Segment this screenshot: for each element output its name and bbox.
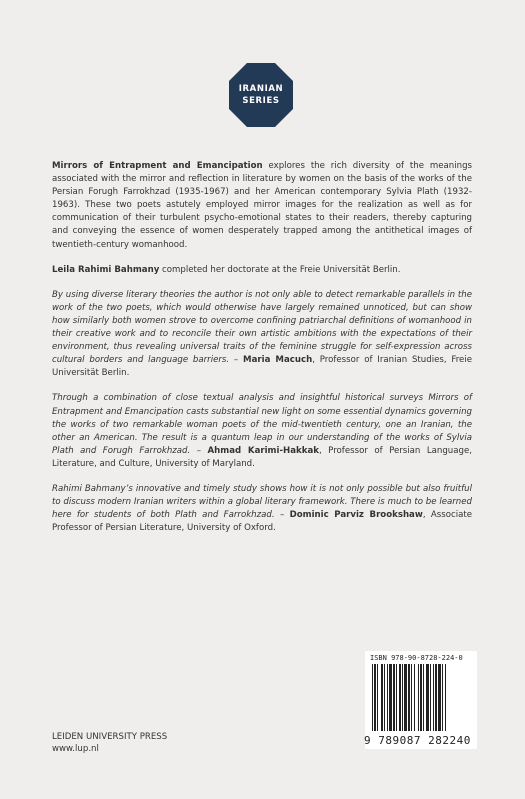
barcode-stripe bbox=[435, 664, 437, 731]
badge-line-1: IRANIAN bbox=[238, 84, 284, 94]
badge-line-2: SERIES bbox=[242, 96, 280, 106]
publisher-url[interactable]: www.lup.nl bbox=[52, 744, 99, 754]
author-name: Leila Rahimi Bahmany bbox=[52, 264, 160, 275]
barcode-stripe bbox=[408, 664, 410, 731]
badge-label bbox=[228, 62, 294, 128]
endorser-affiliation: , Professor of Iranian Studies, Freie Universität Berlin. bbox=[52, 355, 473, 379]
endorser-name: Maria Macuch bbox=[243, 355, 313, 366]
barcode-stripe bbox=[420, 664, 422, 731]
barcode-stripe bbox=[423, 664, 424, 731]
barcode-stripe bbox=[372, 664, 373, 731]
barcode-stripe bbox=[411, 664, 412, 731]
barcode-stripe bbox=[438, 664, 441, 731]
barcode-stripe bbox=[387, 664, 388, 731]
barcode-stripe bbox=[445, 664, 446, 731]
endorsement-1 bbox=[52, 289, 472, 381]
barcode-stripe bbox=[404, 664, 407, 731]
barcode-stripe bbox=[418, 664, 419, 731]
endorser-affiliation: , Associate Professor of Persian Literature, University of Oxford. bbox=[52, 510, 473, 534]
endorsement-2 bbox=[52, 392, 472, 471]
book-title: Mirrors of Entrapment and Emancipation bbox=[52, 161, 263, 171]
barcode-stripe bbox=[399, 664, 401, 731]
barcode-stripe bbox=[414, 664, 415, 731]
publisher-name: LEIDEN UNIVERSITY PRESS bbox=[52, 732, 168, 742]
barcode-stripe bbox=[393, 664, 395, 731]
barcode-number: 9 789087 282240 bbox=[364, 734, 471, 747]
endorser-name: Dominic Parviz Brookshaw bbox=[289, 510, 423, 521]
iranian-series-badge bbox=[228, 62, 294, 128]
barcode-stripe bbox=[433, 664, 434, 731]
barcode-stripe bbox=[374, 664, 376, 731]
endorsement-text: Through a combination of close textual analysis and insightful historical surveys Mirrors of Entrapment and Emancipation casts substantial new light on some essential dynamics governing the works of two remarkable woman poets of the mid-twentieth century, one an Iranian, the other an American. The result is a quantum leap in our understanding of the works of Sylvia Plath and Forugh Farrokhzad. bbox=[52, 393, 472, 456]
barcode-stripe bbox=[430, 664, 431, 731]
endorsement-dash: – bbox=[229, 355, 244, 366]
endorsement-3 bbox=[52, 483, 472, 535]
endorsement-dash: – bbox=[274, 510, 290, 521]
author-bio-text: completed her doctorate at the Freie Universität Berlin. bbox=[159, 264, 401, 275]
barcode-stripe bbox=[384, 664, 385, 731]
barcode-stripe bbox=[396, 664, 397, 731]
barcode-stripe bbox=[442, 664, 443, 731]
endorsement-dash: – bbox=[190, 445, 208, 456]
barcode-stripe bbox=[381, 664, 383, 731]
barcode-stripe bbox=[426, 664, 429, 731]
barcode-stripe bbox=[402, 664, 403, 731]
barcode-stripe bbox=[389, 664, 392, 731]
endorsement-text: Rahimi Bahmany’s innovative and timely study shows how it is not only possible but also fruitful to discuss modern Iranian writers within a global literary framework. There is much to be learned here for students of both Plath and Farrokhzad. bbox=[52, 483, 472, 521]
endorser-name: Ahmad Karimi-Hakkak bbox=[207, 445, 319, 456]
isbn-label: ISBN 978-90-8728-224-0 bbox=[370, 654, 463, 662]
book-description bbox=[52, 160, 472, 252]
endorser-affiliation: , Professor of Persian Language, Literature, and Culture, University of Maryland. bbox=[52, 445, 472, 469]
barcode-stripe bbox=[377, 664, 378, 731]
barcode-icon bbox=[372, 664, 472, 731]
description-text: explores the rich diversity of the meanings associated with the mirror and reflection in literature by women on the basis of the works of the Persian Forugh Farrokhzad (1935-1967) and her American contemporary Sylvia Plath (1932-1963). These two poets astutely employed mirror images for the realization as well as for communication of their turbulent psycho-emotional states to their readers, thereby capturing and conveying the essence of women desperately trapped among the antithetical images of twentieth-century womanhood. bbox=[52, 161, 473, 250]
author-bio bbox=[52, 264, 472, 277]
publisher-info bbox=[52, 731, 167, 755]
back-cover-text bbox=[52, 160, 472, 547]
endorsement-text: By using diverse literary theories the author is not only able to detect remarkable parallels in the work of the two poets, which would otherwise have largely remained unnoticed, but can show how similarly both women strove to overcome confining patriarchal definitions of womanhood in their creative work and to reconcile their own artistic ambitions with the expectations of their environment, thus revealing universal traits of the feminine struggle for self-expression across cultural borders and language barriers. bbox=[52, 289, 472, 366]
